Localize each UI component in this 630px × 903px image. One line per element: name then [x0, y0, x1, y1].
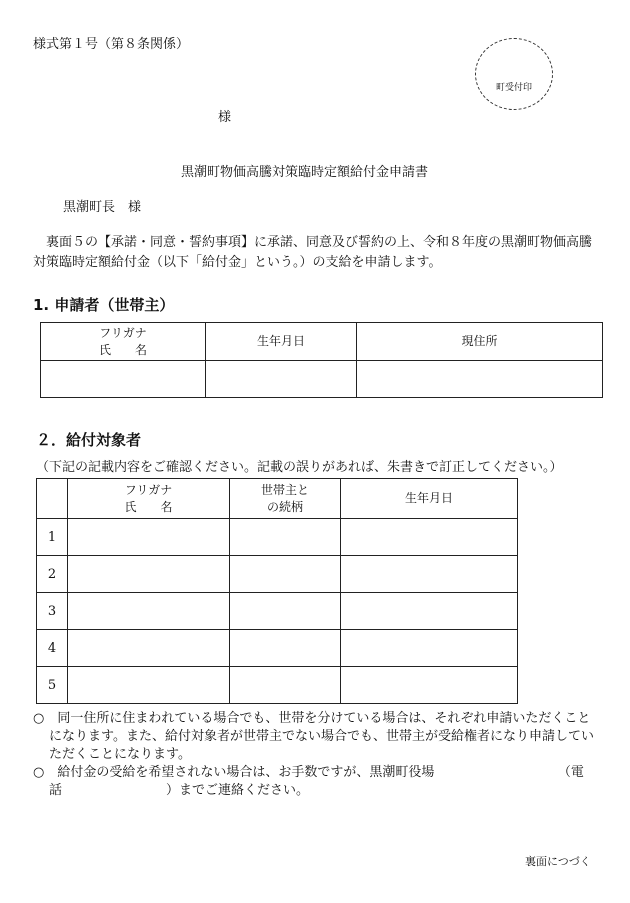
notes-block [33, 710, 603, 800]
applicant-birth-header: 生年月日 [206, 323, 357, 361]
applicant-address-header: 現住所 [357, 323, 603, 361]
recipient-relation-cell[interactable] [230, 630, 341, 667]
continued-on-back: 裏面につづく [525, 855, 591, 868]
section1-heading: 1. 申請者（世帯主） [33, 296, 175, 314]
recipient-relation-cell[interactable] [230, 667, 341, 704]
applicant-name-label: 氏 名 [98, 342, 147, 357]
recipient-birth-cell[interactable] [341, 667, 518, 704]
recipient-name-cell[interactable] [68, 519, 230, 556]
table-row [37, 630, 518, 667]
recipient-name-label: 氏 名 [124, 499, 173, 514]
section2-heading: ２．給付対象者 [36, 431, 142, 449]
recipients-table [36, 478, 518, 704]
applicant-birth-cell[interactable] [206, 361, 357, 398]
recipient-name-cell[interactable] [68, 593, 230, 630]
section2-note: （下記の記載内容をご確認ください。記載の誤りがあれば、朱書きで訂正してください。） [36, 460, 563, 475]
table-row [37, 519, 518, 556]
recipient-relation-cell[interactable] [230, 556, 341, 593]
honorific-sama: 様 [218, 110, 232, 125]
row-number: 5 [37, 667, 68, 704]
applicant-kana-label: フリガナ [99, 325, 147, 340]
recipient-name-header [68, 479, 230, 519]
row-number: 2 [37, 556, 68, 593]
recipient-relation-cell[interactable] [230, 593, 341, 630]
intro-paragraph: 裏面５の【承諾・同意・誓約事項】に承諾、同意及び誓約の上、令和８年度の黒潮町物価高騰対策臨時定額給付金（以下「給付金」という。）の支給を申請します。 [33, 235, 593, 270]
relation-label-line2: の続柄 [266, 499, 303, 514]
recipient-number-header [37, 479, 68, 519]
applicant-table [40, 322, 603, 398]
stamp-label: 町受付印 [495, 83, 532, 93]
row-number: 3 [37, 593, 68, 630]
row-number: 4 [37, 630, 68, 667]
recipient-relation-header [230, 479, 341, 519]
row-number: 1 [37, 519, 68, 556]
table-row [37, 556, 518, 593]
recipient-birth-header: 生年月日 [341, 479, 518, 519]
recipient-name-cell[interactable] [68, 630, 230, 667]
reception-stamp-circle [475, 38, 553, 110]
form-number: 様式第１号（第８条関係） [33, 37, 190, 52]
document-title: 黒潮町物価高騰対策臨時定額給付金申請書 [181, 165, 429, 180]
recipient-birth-cell[interactable] [341, 556, 518, 593]
note-item: ○ 給付金の受給を希望されない場合は、お手数ですが、黒潮町役場 （電話 ）までご連絡ください。 [33, 765, 584, 798]
relation-label-line1: 世帯主と [260, 482, 309, 497]
applicant-name-cell[interactable] [41, 361, 206, 398]
addressee: 黒潮町長 様 [63, 200, 142, 215]
applicant-name-header [41, 323, 206, 361]
recipient-relation-cell[interactable] [230, 519, 341, 556]
recipient-birth-cell[interactable] [341, 519, 518, 556]
table-row [37, 593, 518, 630]
recipient-name-cell[interactable] [68, 556, 230, 593]
recipient-kana-label: フリガナ [124, 482, 173, 497]
recipient-name-cell[interactable] [68, 667, 230, 704]
note-item: ○ 同一住所に住まわれている場合でも、世帯を分けている場合は、それぞれ申請いただくことになります。また、給付対象者が世帯主でない場合でも、世帯主が受給権者になり申請していただくことになります。 [33, 711, 594, 762]
applicant-address-cell[interactable] [357, 361, 603, 398]
recipient-birth-cell[interactable] [341, 593, 518, 630]
recipient-birth-cell[interactable] [341, 630, 518, 667]
table-row [37, 667, 518, 704]
